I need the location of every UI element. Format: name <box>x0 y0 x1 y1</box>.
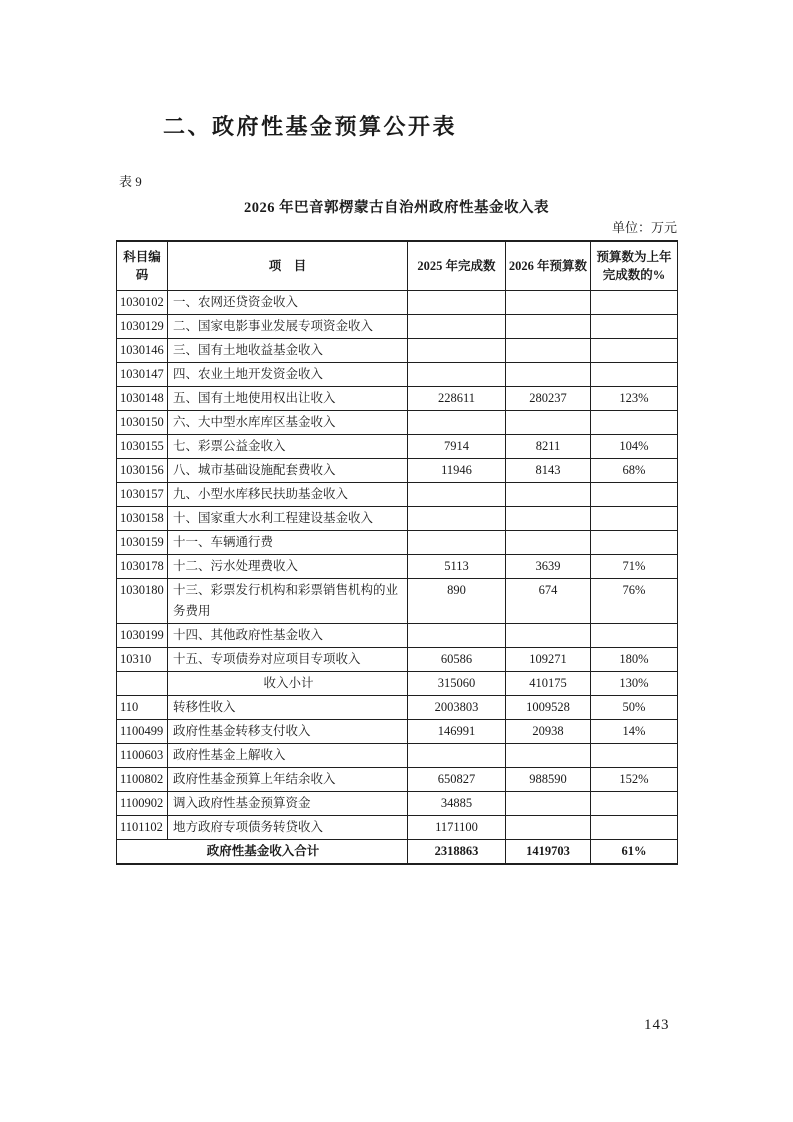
cell-ratio: 71% <box>591 554 678 578</box>
cell-2026-budget <box>506 506 591 530</box>
unit-note: 单位：万元 <box>611 220 677 235</box>
cell-code: 1030147 <box>117 362 168 386</box>
table-row <box>117 767 678 791</box>
cell-ratio: 104% <box>591 434 678 458</box>
cell-2025-final: 315060 <box>408 671 506 695</box>
cell-item: 十二、污水处理费收入 <box>168 554 408 578</box>
cell-2026-budget: 109271 <box>506 647 591 671</box>
cell-ratio <box>591 410 678 434</box>
cell-2025-final <box>408 338 506 362</box>
cell-ratio <box>591 362 678 386</box>
header-subject-code: 科目编码 <box>117 241 168 290</box>
cell-code: 1030199 <box>117 623 168 647</box>
cell-code: 10310 <box>117 647 168 671</box>
cell-item: 四、农业土地开发资金收入 <box>168 362 408 386</box>
cell-2025-final <box>408 362 506 386</box>
cell-item: 三、国有土地收益基金收入 <box>168 338 408 362</box>
cell-code: 1030159 <box>117 530 168 554</box>
cell-2026-budget: 8143 <box>506 458 591 482</box>
cell-code: 1030150 <box>117 410 168 434</box>
cell-ratio: 76% <box>591 578 678 623</box>
cell-ratio <box>591 623 678 647</box>
cell-item: 收入小计 <box>168 671 408 695</box>
cell-item: 十、国家重大水利工程建设基金收入 <box>168 506 408 530</box>
header-2025-final: 2025 年完成数 <box>408 241 506 290</box>
cell-ratio <box>591 815 678 839</box>
cell-code: 1101102 <box>117 815 168 839</box>
cell-code: 1030178 <box>117 554 168 578</box>
cell-item: 二、国家电影事业发展专项资金收入 <box>168 314 408 338</box>
cell-2025-final: 650827 <box>408 767 506 791</box>
budget-table <box>116 240 678 865</box>
cell-2026-budget <box>506 743 591 767</box>
cell-2026-budget: 410175 <box>506 671 591 695</box>
table-total-row <box>117 839 678 864</box>
cell-2025-final: 11946 <box>408 458 506 482</box>
table-row <box>117 482 678 506</box>
table-row <box>117 554 678 578</box>
cell-ratio: 130% <box>591 671 678 695</box>
section-heading: 二、政府性基金预算公开表 <box>163 114 458 139</box>
cell-item: 十五、专项债券对应项目专项收入 <box>168 647 408 671</box>
header-item: 项 目 <box>168 241 408 290</box>
table-row <box>117 743 678 767</box>
cell-ratio: 50% <box>591 695 678 719</box>
table-row <box>117 578 678 623</box>
table-row <box>117 290 678 314</box>
cell-item: 八、城市基础设施配套费收入 <box>168 458 408 482</box>
cell-code: 1030146 <box>117 338 168 362</box>
page-number: 143 <box>644 1017 670 1033</box>
cell-2025-final: 890 <box>408 578 506 623</box>
cell-ratio <box>591 482 678 506</box>
table-body <box>117 290 678 864</box>
cell-2025-final: 7914 <box>408 434 506 458</box>
cell-2025-final: 228611 <box>408 386 506 410</box>
header-2026-budget: 2026 年预算数 <box>506 241 591 290</box>
table-row <box>117 719 678 743</box>
cell-item: 十一、车辆通行费 <box>168 530 408 554</box>
cell-2025-final <box>408 482 506 506</box>
cell-2025-final <box>408 623 506 647</box>
cell-item: 转移性收入 <box>168 695 408 719</box>
cell-item: 地方政府专项债务转贷收入 <box>168 815 408 839</box>
cell-code: 1030156 <box>117 458 168 482</box>
cell-code: 110 <box>117 695 168 719</box>
cell-item: 五、国有土地使用权出让收入 <box>168 386 408 410</box>
cell-2026-budget <box>506 815 591 839</box>
table-row <box>117 815 678 839</box>
table-row <box>117 791 678 815</box>
cell-code: 1100499 <box>117 719 168 743</box>
cell-item: 政府性基金预算上年结余收入 <box>168 767 408 791</box>
cell-item: 六、大中型水库库区基金收入 <box>168 410 408 434</box>
cell-2026-budget: 1009528 <box>506 695 591 719</box>
cell-code: 1030102 <box>117 290 168 314</box>
table-row <box>117 410 678 434</box>
cell-code: 1030129 <box>117 314 168 338</box>
table-row <box>117 434 678 458</box>
cell-code: 1100603 <box>117 743 168 767</box>
cell-2026-budget: 988590 <box>506 767 591 791</box>
table-row <box>117 362 678 386</box>
cell-2026-budget: 3639 <box>506 554 591 578</box>
cell-ratio: 180% <box>591 647 678 671</box>
table-title: 2026 年巴音郭楞蒙古自治州政府性基金收入表 <box>243 200 550 216</box>
cell-code: 1100902 <box>117 791 168 815</box>
cell-2025-final: 146991 <box>408 719 506 743</box>
cell-item: 十四、其他政府性基金收入 <box>168 623 408 647</box>
header-ratio: 预算数为上年完成数的% <box>591 241 678 290</box>
table-header <box>117 241 678 290</box>
cell-code: 1030157 <box>117 482 168 506</box>
table-row <box>117 386 678 410</box>
cell-2026-budget: 674 <box>506 578 591 623</box>
cell-2025-final <box>408 410 506 434</box>
table-label: 表 9 <box>119 174 142 189</box>
cell-2025-final <box>408 314 506 338</box>
cell-2026-budget <box>506 314 591 338</box>
table-row <box>117 671 678 695</box>
cell-code: 1030155 <box>117 434 168 458</box>
table-row <box>117 695 678 719</box>
cell-code <box>117 671 168 695</box>
cell-2025-final <box>408 506 506 530</box>
cell-item: 七、彩票公益金收入 <box>168 434 408 458</box>
cell-2025-final <box>408 290 506 314</box>
table-row <box>117 458 678 482</box>
cell-ratio <box>591 338 678 362</box>
cell-code: 1030180 <box>117 578 168 623</box>
cell-2026-budget: 1419703 <box>506 839 591 864</box>
cell-2025-final: 34885 <box>408 791 506 815</box>
cell-2026-budget <box>506 623 591 647</box>
cell-ratio <box>591 290 678 314</box>
cell-2025-final <box>408 530 506 554</box>
cell-ratio: 68% <box>591 458 678 482</box>
cell-ratio <box>591 743 678 767</box>
cell-ratio: 61% <box>591 839 678 864</box>
cell-2025-final: 2318863 <box>408 839 506 864</box>
cell-2026-budget <box>506 290 591 314</box>
cell-2026-budget <box>506 530 591 554</box>
cell-ratio <box>591 791 678 815</box>
cell-2026-budget <box>506 482 591 506</box>
cell-2025-final <box>408 743 506 767</box>
table-row <box>117 530 678 554</box>
cell-2025-final: 1171100 <box>408 815 506 839</box>
cell-ratio: 152% <box>591 767 678 791</box>
cell-code: 1030148 <box>117 386 168 410</box>
cell-item: 政府性基金转移支付收入 <box>168 719 408 743</box>
cell-item: 调入政府性基金预算资金 <box>168 791 408 815</box>
cell-ratio: 123% <box>591 386 678 410</box>
cell-2026-budget <box>506 362 591 386</box>
cell-ratio: 14% <box>591 719 678 743</box>
cell-item: 十三、彩票发行机构和彩票销售机构的业务费用 <box>168 578 408 623</box>
table-row <box>117 314 678 338</box>
table-row <box>117 506 678 530</box>
table-row <box>117 647 678 671</box>
cell-item: 一、农网还贷资金收入 <box>168 290 408 314</box>
cell-2026-budget <box>506 338 591 362</box>
cell-2025-final: 2003803 <box>408 695 506 719</box>
cell-2025-final: 5113 <box>408 554 506 578</box>
cell-2026-budget: 280237 <box>506 386 591 410</box>
cell-ratio <box>591 506 678 530</box>
cell-item: 政府性基金收入合计 <box>117 839 408 864</box>
cell-2026-budget: 20938 <box>506 719 591 743</box>
table-header-row <box>117 241 678 290</box>
cell-code: 1030158 <box>117 506 168 530</box>
cell-ratio <box>591 314 678 338</box>
cell-2026-budget <box>506 410 591 434</box>
cell-item: 九、小型水库移民扶助基金收入 <box>168 482 408 506</box>
cell-ratio <box>591 530 678 554</box>
cell-item: 政府性基金上解收入 <box>168 743 408 767</box>
cell-2025-final: 60586 <box>408 647 506 671</box>
table-row <box>117 623 678 647</box>
cell-2026-budget <box>506 791 591 815</box>
table-row <box>117 338 678 362</box>
cell-2026-budget: 8211 <box>506 434 591 458</box>
cell-code: 1100802 <box>117 767 168 791</box>
